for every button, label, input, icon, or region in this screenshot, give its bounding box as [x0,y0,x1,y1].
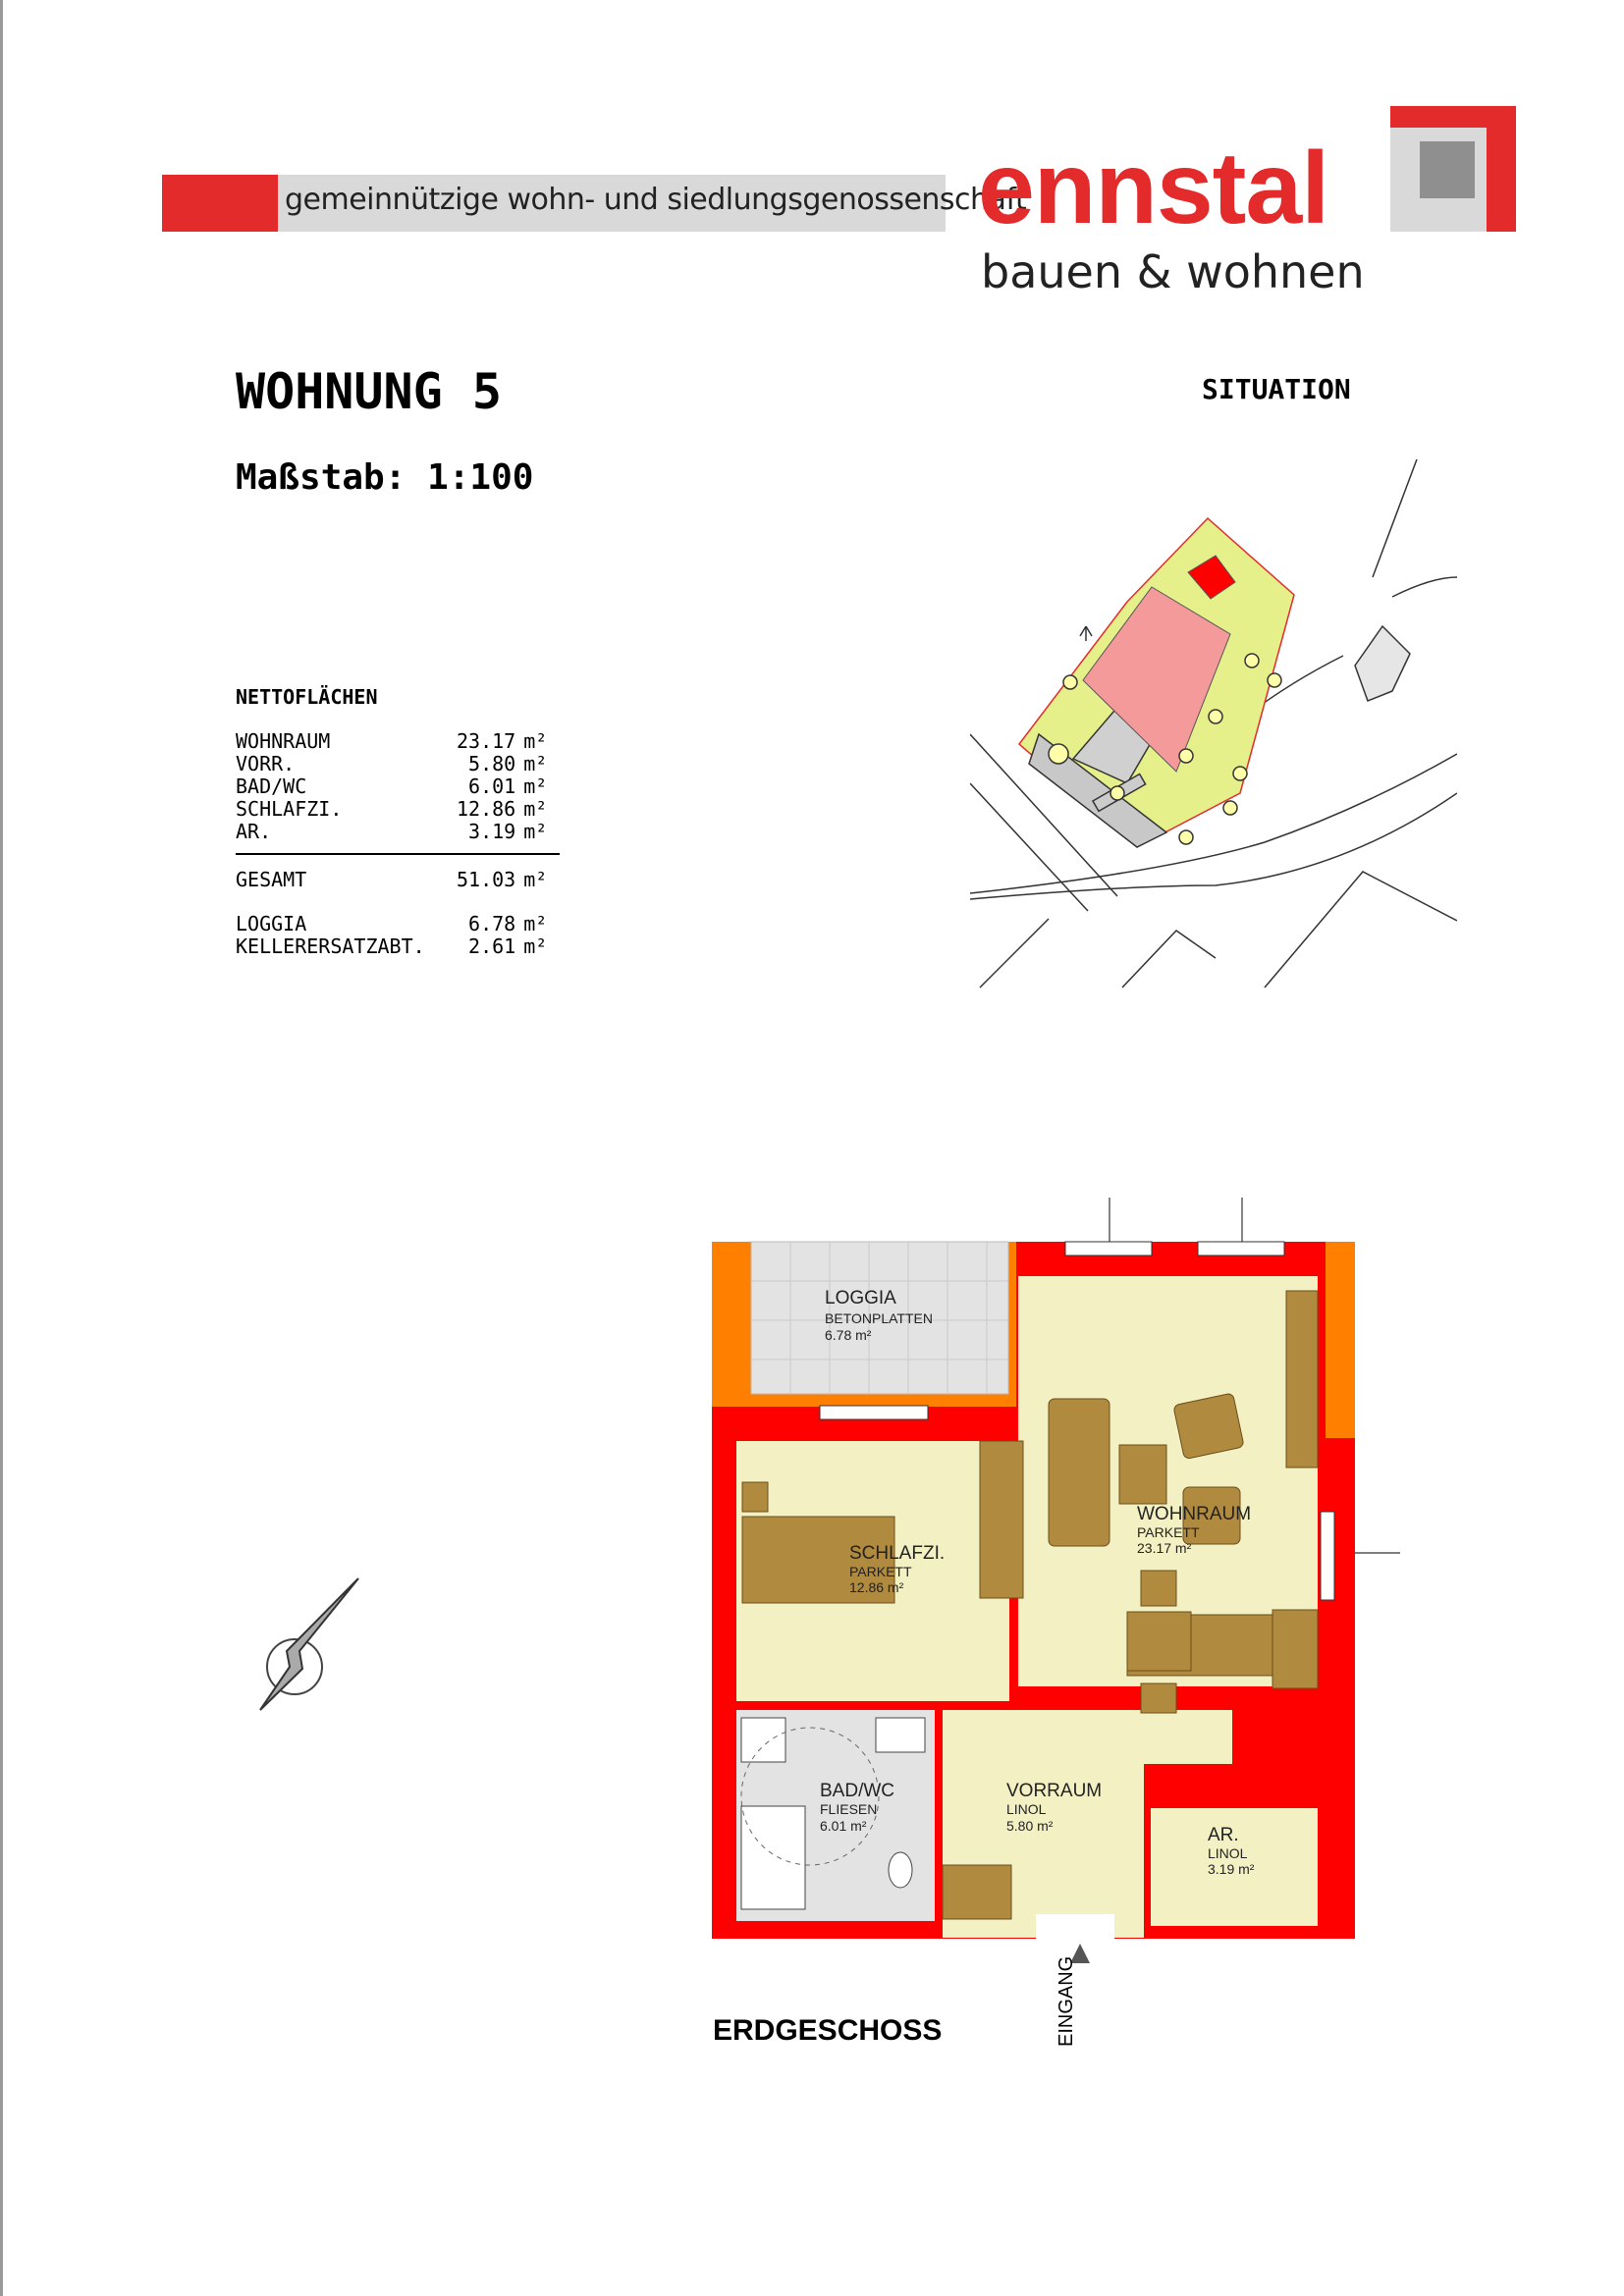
logo-mark [1390,106,1516,232]
area-row: AR. 3.19 m² [236,820,548,843]
room-label-schlafzi: SCHLAFZI. [849,1543,946,1564]
brand-tagline: bauen & wohnen [981,245,1365,298]
svg-text:FLIESEN: FLIESEN [820,1801,878,1817]
floor-plan [687,1188,1414,1963]
area-row: BAD/WC 6.01 m² [236,774,548,798]
room-label-vorraum: VORRAUM [1006,1781,1103,1801]
scale-label: Maßstab: 1:100 [236,457,534,498]
svg-text:PARKETT: PARKETT [1137,1524,1200,1540]
area-row: LOGGIA 6.78 m² [236,912,548,935]
svg-text:12.86 m²: 12.86 m² [849,1579,904,1595]
page-title: WOHNUNG 5 [236,363,502,420]
room-label-loggia: LOGGIA [825,1288,896,1308]
area-row: VORR. 5.80 m² [236,752,548,775]
areas-heading: NETTOFLÄCHEN [236,685,378,709]
area-row: WOHNRAUM 23.17 m² [236,729,548,753]
association-text: gemeinnützige wohn- und siedlungsgenossenschaft [285,183,1027,217]
brand-name: ennstal [978,132,1329,245]
site-plan [970,459,1457,989]
svg-text:LINOL: LINOL [1208,1845,1248,1861]
svg-text:6.01 m²: 6.01 m² [820,1818,867,1834]
svg-text:PARKETT: PARKETT [849,1564,912,1579]
floor-label: ERDGESCHOSS [713,2014,943,2047]
area-row: SCHLAFZI. 12.86 m² [236,797,548,821]
banner-red-block [162,175,278,232]
room-label-wohnraum: WOHNRAUM [1137,1504,1252,1524]
entrance-label: EINGANG [1056,1955,1077,2047]
page-border [0,0,3,2296]
divider [236,853,560,855]
svg-text:LINOL: LINOL [1006,1801,1047,1817]
situation-label: SITUATION [1202,373,1351,405]
area-row: KELLERERSATZABT. 2.61 m² [236,934,548,958]
svg-text:BETONPLATTEN: BETONPLATTEN [825,1310,933,1326]
areas-table [236,730,560,958]
svg-text:3.19 m²: 3.19 m² [1208,1861,1255,1877]
area-total-row: GESAMT 51.03 m² [236,868,548,891]
svg-text:5.80 m²: 5.80 m² [1006,1818,1054,1834]
north-arrow-icon [245,1571,363,1718]
svg-text:6.78 m²: 6.78 m² [825,1327,872,1343]
svg-text:23.17 m²: 23.17 m² [1137,1540,1192,1556]
room-label-bad: BAD/WC [820,1781,894,1801]
room-label-ar: AR. [1208,1825,1239,1845]
